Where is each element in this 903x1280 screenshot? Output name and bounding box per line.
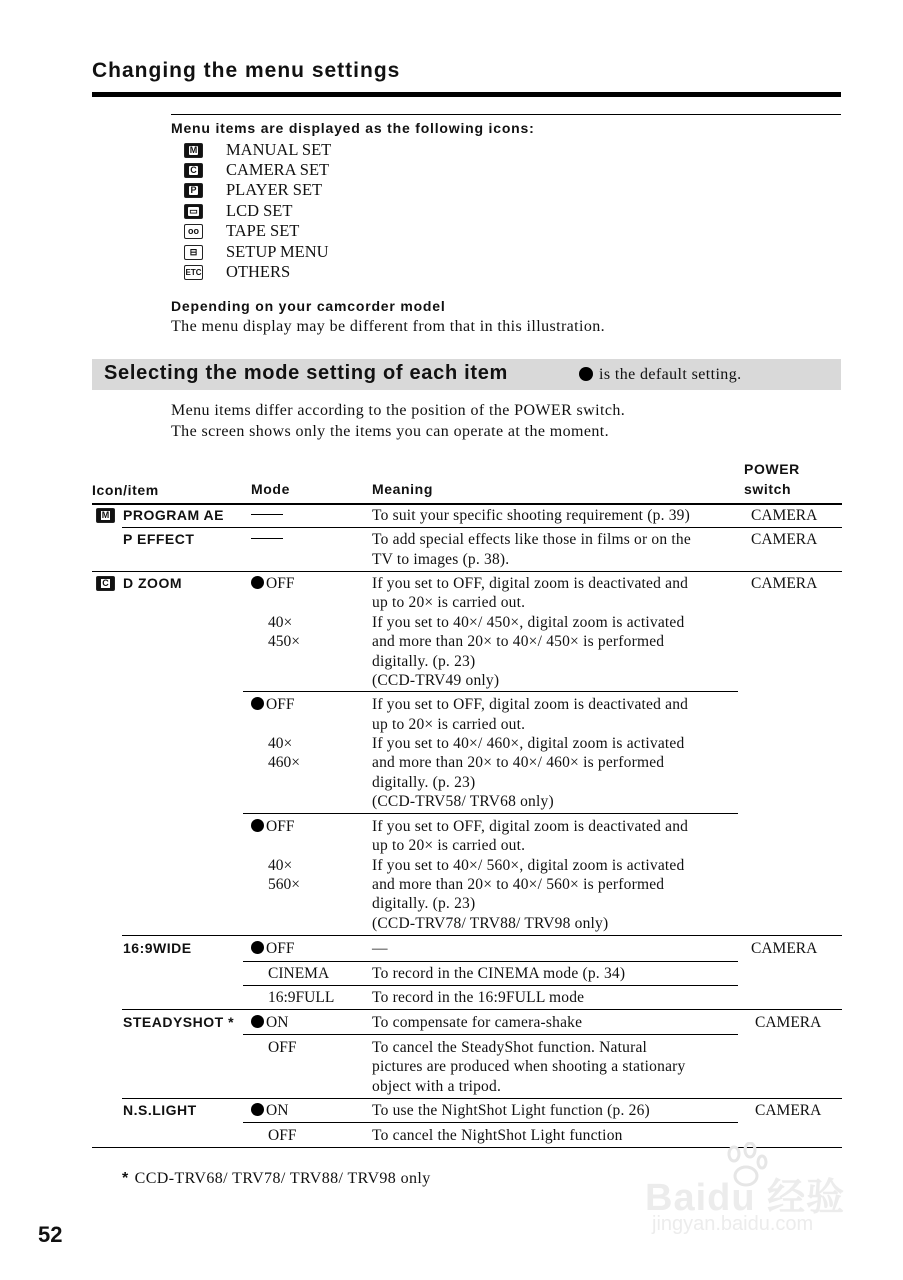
meaning-line: (CCD-TRV78/ TRV88/ TRV98 only) <box>372 915 609 932</box>
row-rule <box>122 1098 842 1099</box>
row-rule <box>243 985 738 986</box>
model-heading: Depending on your camcorder model <box>171 298 446 314</box>
meaning-line: To cancel the SteadyShot function. Natural <box>372 1039 648 1056</box>
meaning-line: digitally. (p. 23) <box>372 653 476 670</box>
meaning-line: up to 20× is carried out. <box>372 716 526 733</box>
meaning-line: If you set to 40×/ 450×, digital zoom is activated <box>372 614 685 631</box>
icon-label: MANUAL SET <box>226 140 332 159</box>
meaning-line: up to 20× is carried out. <box>372 837 526 854</box>
power-wide: CAMERA <box>751 940 818 957</box>
row-rule <box>243 691 738 692</box>
mode-on-default: ON <box>251 1013 288 1033</box>
meaning-ns-light-off: To cancel the NightShot Light function <box>372 1127 623 1144</box>
meaning-line: (CCD-TRV49 only) <box>372 672 500 689</box>
meaning-line: pictures are produced when shooting a stationary <box>372 1058 686 1075</box>
meaning-wide-cinema: To record in the CINEMA mode (p. 34) <box>372 965 626 982</box>
mode-off-default: OFF <box>251 939 294 959</box>
icon-label: SETUP MENU <box>226 242 329 261</box>
meaning-line: and more than 20× to 40×/ 560× is performed <box>372 876 665 893</box>
default-dot-icon <box>251 819 264 832</box>
section-note: The screen shows only the items you can operate at the moment. <box>171 423 610 440</box>
tape-set-icon: oo <box>184 224 203 239</box>
default-dot-icon <box>251 1103 264 1116</box>
table-header-rule <box>92 503 842 505</box>
mode-option: 40× <box>268 614 293 631</box>
model-text: The menu display may be different from that in this illustration. <box>171 318 606 335</box>
mode-dash <box>251 506 283 526</box>
mode-on-default: ON <box>251 1101 288 1121</box>
item-program-ae: PROGRAM AE <box>123 507 224 523</box>
others-icon: ETC <box>184 265 203 280</box>
header-item: Icon/item <box>92 482 159 498</box>
row-rule <box>122 935 842 936</box>
row-rule <box>243 961 738 962</box>
footnote-star: * <box>122 1170 129 1187</box>
header-mode: Mode <box>251 481 290 497</box>
item-p-effect: P EFFECT <box>123 531 195 547</box>
intro-rule <box>171 114 841 115</box>
meaning-steadyshot-on: To compensate for camera-shake <box>372 1014 583 1031</box>
meaning-line: (CCD-TRV58/ TRV68 only) <box>372 793 554 810</box>
power-program-ae: CAMERA <box>751 507 818 524</box>
row-rule <box>243 1034 738 1035</box>
watermark-logo: Baidu 经验 <box>645 1177 846 1219</box>
footnote-text: CCD-TRV68/ TRV78/ TRV88/ TRV98 only <box>134 1170 431 1187</box>
section-note: Menu items differ according to the position of the POWER switch. <box>171 402 626 419</box>
header-power-switch: switch <box>744 481 792 497</box>
meaning-line: If you set to OFF, digital zoom is deactivated and <box>372 696 689 713</box>
watermark-url: jingyan.baidu.com <box>652 1213 814 1235</box>
row-rule <box>122 527 842 528</box>
meaning-wide-off: — <box>372 940 388 957</box>
row-rule <box>92 571 842 572</box>
meaning-line: and more than 20× to 40×/ 460× is performed <box>372 754 665 771</box>
mode-option: OFF <box>268 1127 297 1144</box>
icon-label: TAPE SET <box>226 221 300 240</box>
meaning-p-effect-2: TV to images (p. 38). <box>372 551 510 568</box>
default-dot-icon <box>251 576 264 589</box>
item-steadyshot: STEADYSHOT * <box>123 1014 235 1030</box>
mode-off-default: OFF <box>251 695 294 715</box>
page-number: 52 <box>38 1222 63 1247</box>
power-d-zoom: CAMERA <box>751 575 818 592</box>
icon-legend-row <box>184 160 329 180</box>
meaning-line: digitally. (p. 23) <box>372 895 476 912</box>
icon-legend-row <box>184 262 290 282</box>
power-p-effect: CAMERA <box>751 531 818 548</box>
meaning-line: up to 20× is carried out. <box>372 594 526 611</box>
icon-label: OTHERS <box>226 262 291 281</box>
setup-menu-icon: ⊟ <box>184 245 203 260</box>
row-rule <box>243 813 738 814</box>
icon-label: LCD SET <box>226 201 293 220</box>
mode-option: 560× <box>268 876 300 893</box>
manual-set-icon: M <box>96 508 115 523</box>
mode-off-default: OFF <box>251 817 294 837</box>
mode-option: OFF <box>268 1039 297 1056</box>
meaning-p-effect-1: To add special effects like those in films or on the <box>372 531 691 548</box>
mode-option: 40× <box>268 857 293 874</box>
row-rule <box>243 1122 738 1123</box>
meaning-ns-light-on: To use the NightShot Light function (p. 26) <box>372 1102 650 1119</box>
camera-set-icon: C <box>184 163 203 178</box>
mode-option: 40× <box>268 735 293 752</box>
default-dot-icon <box>251 1015 264 1028</box>
mode-dash <box>251 530 283 550</box>
manual-set-icon: M <box>184 143 203 158</box>
footnote <box>122 1170 431 1188</box>
section-title: Selecting the mode setting of each item <box>104 362 509 384</box>
icon-legend-row <box>184 140 331 160</box>
power-steadyshot: CAMERA <box>755 1014 822 1031</box>
icons-heading: Menu items are displayed as the following icons: <box>171 120 535 136</box>
meaning-line: If you set to OFF, digital zoom is deactivated and <box>372 575 689 592</box>
default-dot-icon <box>251 941 264 954</box>
meaning-line: If you set to 40×/ 460×, digital zoom is activated <box>372 735 685 752</box>
icon-label: CAMERA SET <box>226 160 330 179</box>
page-title: Changing the menu settings <box>92 59 401 82</box>
meaning-line: digitally. (p. 23) <box>372 774 476 791</box>
mode-off-default: OFF <box>251 574 294 594</box>
icon-legend-row <box>184 180 322 200</box>
meaning-wide-full: To record in the 16:9FULL mode <box>372 989 585 1006</box>
player-set-icon: P <box>184 183 203 198</box>
meaning-line: If you set to OFF, digital zoom is deactivated and <box>372 818 689 835</box>
header-meaning: Meaning <box>372 481 433 497</box>
title-rule <box>92 92 841 97</box>
icon-legend-row <box>184 221 299 241</box>
header-power: POWER <box>744 461 800 477</box>
item-16-9-wide: 16:9WIDE <box>123 940 192 956</box>
lcd-set-icon: ▭ <box>184 204 203 219</box>
meaning-line: object with a tripod. <box>372 1078 502 1095</box>
meaning-program-ae: To suit your specific shooting requirement (p. 39) <box>372 507 690 524</box>
mode-option: CINEMA <box>268 965 330 982</box>
icon-legend-row <box>184 242 329 262</box>
default-dot-icon <box>251 697 264 710</box>
icon-label: PLAYER SET <box>226 180 323 199</box>
mode-option: 450× <box>268 633 300 650</box>
meaning-line: and more than 20× to 40×/ 450× is performed <box>372 633 665 650</box>
meaning-line: If you set to 40×/ 560×, digital zoom is activated <box>372 857 685 874</box>
item-d-zoom: D ZOOM <box>123 575 182 591</box>
mode-option: 16:9FULL <box>268 989 335 1006</box>
power-ns-light: CAMERA <box>755 1102 822 1119</box>
row-rule <box>122 1009 842 1010</box>
default-dot-icon <box>579 367 593 381</box>
camera-set-icon: C <box>96 576 115 591</box>
default-note: is the default setting. <box>599 366 742 383</box>
mode-option: 460× <box>268 754 300 771</box>
icon-legend-row <box>184 201 292 221</box>
item-ns-light: N.S.LIGHT <box>123 1102 197 1118</box>
